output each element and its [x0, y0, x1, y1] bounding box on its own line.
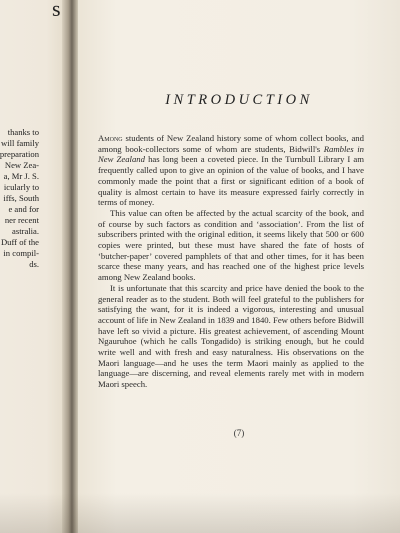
previous-page-line: will family [1, 138, 39, 148]
previous-page-line: icularly to [3, 182, 39, 192]
page-title: INTRODUCTION [165, 92, 313, 108]
introduction-page [78, 0, 400, 533]
paragraph-1-text-b: has long been a coveted piece. In the Turnbull Library I am frequently called upon to give an opinion of the value of books, and I have commonly made the point that a first or significant edition of a book of quality is almost certain to have its measure expressed fairly correctly in terms of money. [98, 154, 365, 208]
paragraph-2: This value can often be affected by the actual scarcity of the book, and of course by such factors as condition and ‘association’. From the list of subscribers printed with the original edition, it seems likely that 500 or 600 copies were printed, but these must have shared the fate of hosts of ‘butcher-paper’ covered pamphlets of that and other times, for it has been scarce these many years, and has reached one of the highest price levels among New Zealand books. [98, 207, 364, 283]
page-number: (7) [233, 428, 245, 438]
paragraph-1-lead-word: Among [98, 133, 123, 143]
book-title-italic: Rambles in New Zealand [98, 143, 364, 165]
previous-page-line: a, Mr J. S. [3, 171, 39, 181]
previous-page-header: s [52, 0, 61, 21]
paragraph-1-text-a: students of New Zealand history some of whom collect books, and among book-collectors some of whom are students, Bidwill's [98, 133, 364, 154]
previous-page-line: thanks to [7, 127, 39, 137]
previous-page-line: preparation [0, 149, 39, 159]
previous-page-line: e and for [8, 204, 39, 214]
paragraph-1 [98, 133, 364, 208]
previous-page-line: iffs, South [3, 193, 39, 203]
previous-page-line: New Zea- [4, 160, 39, 170]
previous-page-line: ds. [29, 259, 39, 269]
previous-page-line: astralia. [12, 226, 39, 236]
introduction-body [98, 133, 364, 390]
previous-page-line: Duff of the [0, 237, 39, 247]
previous-page-line: ner recent [4, 215, 39, 225]
bottom-shadow [0, 493, 400, 533]
paragraph-3: It is unfortunate that this scarcity and price have denied the book to the general reader as to the student. Both will feel grateful to the publishers for satisfying the want, for it is indeed a vigorous, interesting and unusual account of life in New Zealand in 1839 and 1840. Few others before Bidwill have left so vivid a picture. His greatest achievement, of ascending Mount Ngauruhoe (which he calls Tongadido) is striking enough, but he could write well and with fresh and easy naturalness. His observations on the Maori language—and he uses the term Maori mainly as applied to the language—are discerning, and reveal elements rarely met with in modern Maori speech. [98, 282, 364, 390]
previous-page [0, 0, 66, 533]
previous-page-line: in compil- [3, 248, 39, 258]
